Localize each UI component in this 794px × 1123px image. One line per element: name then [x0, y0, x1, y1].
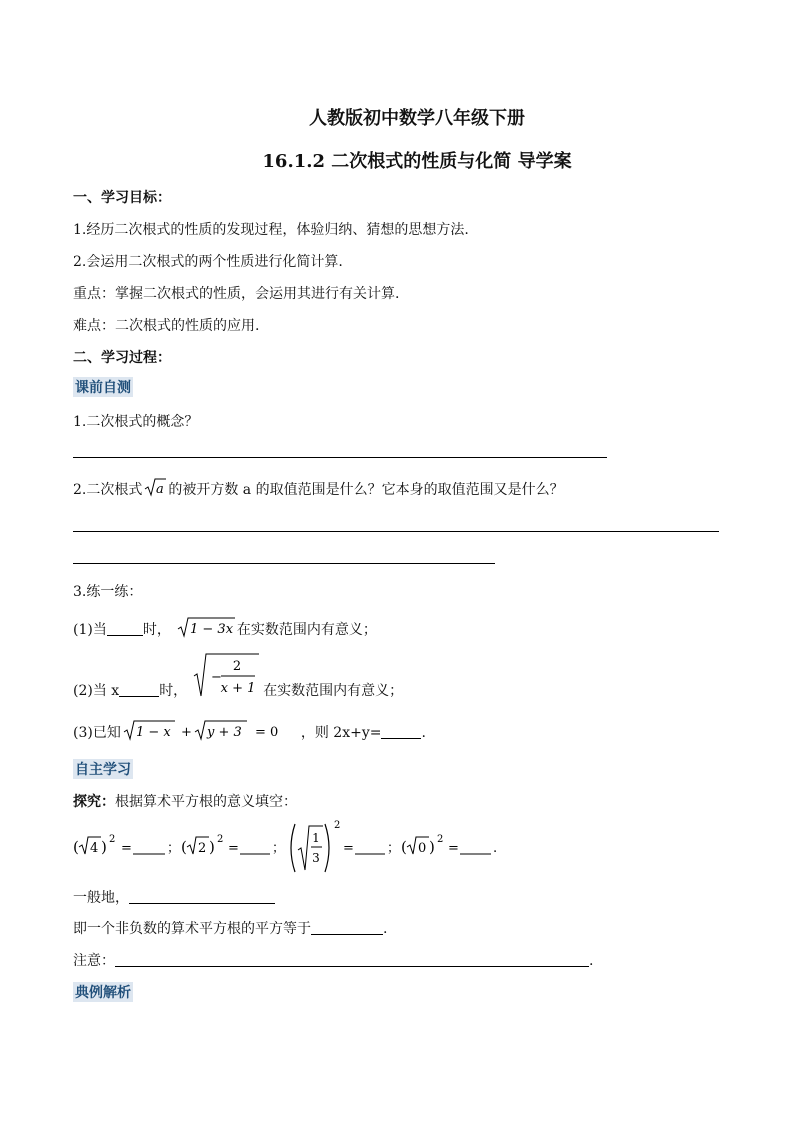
fraction-denominator: 3	[312, 851, 320, 865]
exercise-3-mid: ，则 2x+y=	[300, 725, 382, 741]
sep-1: ；	[167, 841, 181, 856]
radicand-4: 4	[90, 841, 99, 856]
exercise-2-suffix: 在实数范围内有意义；	[263, 683, 404, 699]
exercise-3-end: .	[421, 725, 426, 741]
note-line	[73, 950, 593, 970]
meaning-end: .	[383, 921, 388, 937]
equals-3: =	[343, 841, 354, 856]
blank-ex2	[119, 682, 159, 697]
exercise-1-suffix: 在实数范围内有意义；	[236, 622, 377, 638]
meaning-text: 即一个非负数的算术平方根的平方等于	[73, 921, 311, 937]
blank-general	[129, 889, 275, 904]
tag-self-study: 自主学习	[73, 759, 133, 779]
exercise-2-mid: 时，	[159, 683, 188, 699]
general-line	[73, 887, 275, 907]
sqrt-fraction-expression	[193, 652, 261, 702]
exercise-2	[73, 652, 403, 698]
note-label: 注意：	[73, 953, 115, 969]
fill-in-formulas	[73, 820, 513, 880]
svg-text:): )	[101, 838, 107, 856]
exercise-2-prefix: (2)当 x	[73, 683, 120, 699]
difficulty: 难点：二次根式的性质的应用.	[73, 318, 260, 334]
section-heading-goals: 一、学习目标：	[73, 190, 171, 206]
svg-text:): )	[209, 838, 215, 856]
exercise-1	[73, 617, 377, 643]
equals-1: =	[121, 841, 132, 856]
equals-2: =	[228, 841, 239, 856]
radicand-0: 0	[418, 841, 427, 856]
svg-text:(: (	[401, 838, 407, 856]
exponent-3: 2	[334, 820, 341, 831]
blank-ex1	[107, 621, 143, 636]
ex3-equation	[123, 720, 299, 746]
exercise-1-prefix: (1)当	[73, 622, 107, 638]
sep-3: ；	[387, 841, 401, 856]
document-title: 人教版初中数学八年级下册	[309, 108, 525, 129]
sqrt-1-3x-expression	[177, 617, 235, 643]
blank-meaning	[311, 920, 383, 935]
answer-line-q2-a	[73, 531, 719, 532]
fraction-numerator: 1	[312, 831, 320, 845]
goal-2: 2.会运用二次根式的两个性质进行化简计算.	[73, 254, 343, 270]
note-end: .	[589, 953, 594, 969]
exercise-3	[73, 720, 426, 746]
answer-line-q1	[73, 457, 607, 458]
document-subtitle: 16.1.2 二次根式的性质与化简 导学案	[262, 151, 572, 172]
end-period: .	[493, 841, 498, 856]
tag-example: 典例解析	[73, 982, 133, 1002]
ex3-plus: +	[180, 725, 192, 740]
ex2-minus: −	[211, 670, 223, 685]
radicand-a: a	[156, 482, 165, 497]
exponent-4: 2	[437, 834, 444, 845]
svg-text:(: (	[73, 838, 79, 856]
sqrt-a-expression	[144, 478, 166, 502]
exponent-2: 2	[217, 834, 224, 845]
explore-text: 根据算术平方根的意义填空：	[115, 794, 297, 810]
section-heading-process: 二、学习过程：	[73, 350, 171, 366]
ex3-radicand-1: 1 − x	[135, 725, 171, 740]
ex1-radicand: 1 − 3x	[189, 622, 233, 637]
exercise-1-mid: 时，	[142, 622, 171, 638]
equals-4: =	[448, 841, 459, 856]
explore-label: 探究：	[73, 794, 115, 810]
answer-line-q2-b	[73, 563, 495, 564]
meaning-line	[73, 918, 387, 938]
sep-2: ；	[272, 841, 286, 856]
ex2-numerator: 2	[233, 659, 242, 674]
svg-text:(: (	[181, 838, 187, 856]
exponent-1: 2	[109, 834, 116, 845]
question-1: 1.二次根式的概念？	[73, 414, 199, 430]
tag-pretest: 课前自测	[73, 377, 133, 397]
ex2-denominator: x + 1	[220, 681, 256, 696]
radicand-2: 2	[198, 841, 207, 856]
question-2-suffix: 的被开方数 a 的取值范围是什么？它本身的取值范围又是什么？	[168, 482, 564, 498]
goal-1: 1.经历二次根式的性质的发现过程，体验归纳、猜想的思想方法.	[73, 222, 469, 238]
ex3-equals-zero: = 0	[254, 725, 279, 740]
svg-text:): )	[429, 838, 435, 856]
general-text: 一般地，	[73, 890, 129, 906]
blank-ex3	[381, 724, 421, 739]
exercise-3-prefix: (3)已知	[73, 725, 121, 741]
key-point: 重点：掌握二次根式的性质，会运用其进行有关计算.	[73, 286, 400, 302]
blank-note	[115, 952, 589, 967]
question-2	[73, 478, 564, 502]
question-3: 3.练一练：	[73, 584, 143, 600]
question-2-prefix: 2.二次根式	[73, 482, 143, 498]
ex3-radicand-2: y + 3	[206, 725, 242, 740]
explore-line	[73, 791, 297, 811]
